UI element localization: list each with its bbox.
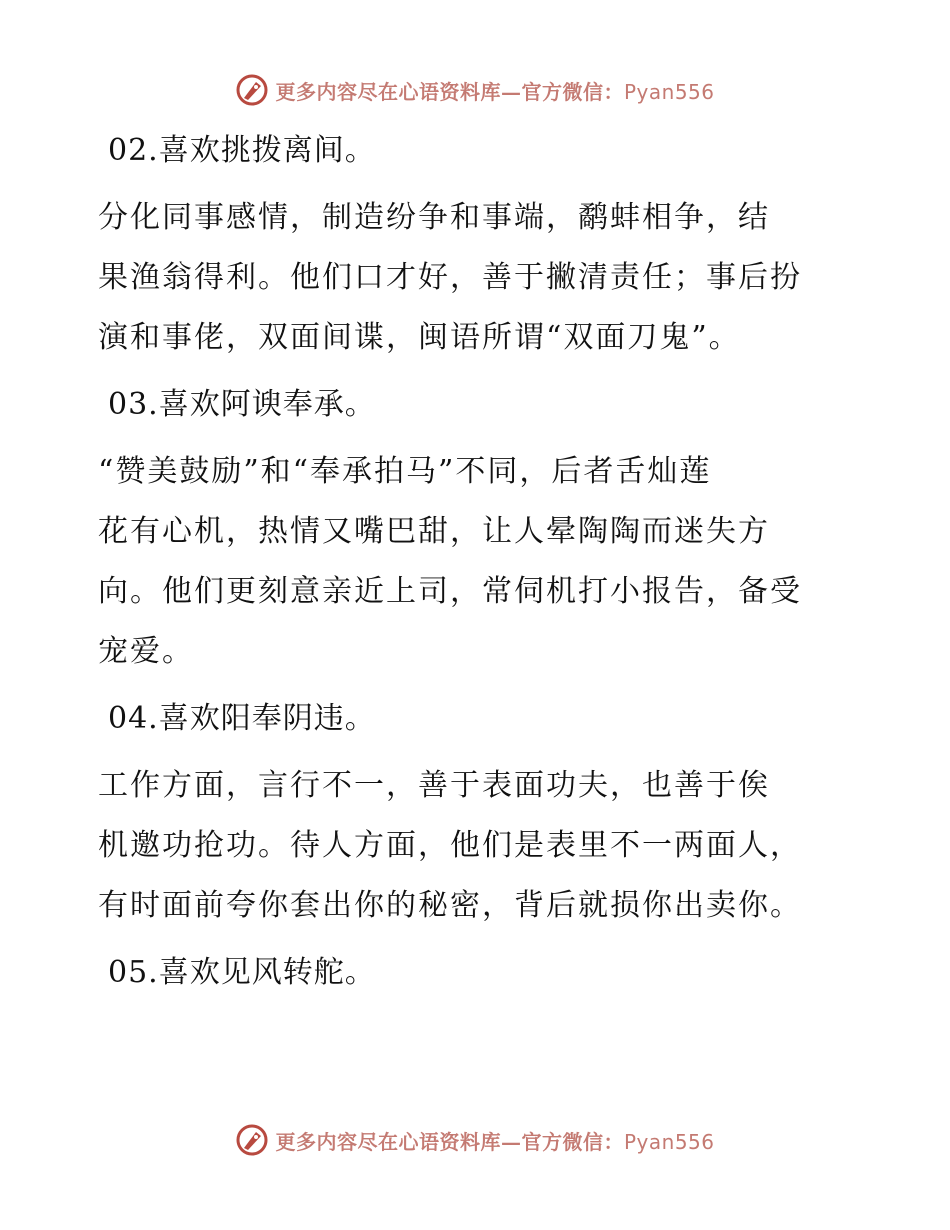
footer-watermark: [0, 1120, 950, 1160]
watermark-site-text: 更多内容尽在心语资料库: [275, 1129, 501, 1154]
paragraph-line: 有时面前夸你套出你的秘密，背后就损你出卖你。: [98, 888, 802, 923]
paragraph-line: 向。他们更刻意亲近上司，常伺机打小报告，备受: [98, 574, 802, 609]
paragraph-line: 分化同事感情，制造纷争和事端，鹬蚌相争，结: [98, 200, 770, 235]
pen-nib-logo-icon: [235, 1123, 269, 1157]
watermark-dash: —: [500, 1129, 522, 1154]
watermark-wechat-id: Pyan556: [623, 79, 715, 104]
section-heading-04: 04.喜欢阳奉阴违。: [108, 701, 376, 736]
paragraph-line: 机邀功抢功。待人方面，他们是表里不一两面人，: [98, 828, 802, 863]
section-heading-03: 03.喜欢阿谀奉承。: [108, 387, 376, 422]
paragraph-line: 演和事佬，双面间谍，闽语所谓“双面刀鬼”。: [98, 320, 741, 355]
section-heading-02: 02.喜欢挑拨离间。: [108, 133, 376, 168]
section-paragraph-03: [98, 442, 858, 682]
watermark-wechat-id: Pyan556: [623, 1129, 715, 1154]
paragraph-line: 宠爱。: [98, 634, 194, 669]
paragraph-line: 工作方面，言行不一，善于表面功夫，也善于俟: [98, 768, 770, 803]
section-heading-05: 05.喜欢见风转舵。: [108, 955, 376, 990]
watermark-dash: —: [500, 79, 522, 104]
watermark-text: [275, 76, 714, 105]
paragraph-line: 花有心机，热情又嘴巴甜，让人晕陶陶而迷失方: [98, 514, 770, 549]
watermark-site-text: 更多内容尽在心语资料库: [275, 79, 501, 104]
pen-nib-logo-icon: [235, 73, 269, 107]
watermark-text: [275, 1126, 714, 1155]
document-body: [98, 122, 858, 1010]
paragraph-line: 果渔翁得利。他们口才好，善于撇清责任；事后扮: [98, 260, 802, 295]
paragraph-line: “赞美鼓励”和“奉承拍马”不同，后者舌灿莲: [98, 454, 712, 489]
section-paragraph-02: [98, 188, 858, 368]
watermark-wechat-label: 官方微信：: [521, 79, 624, 104]
section-paragraph-04: [98, 756, 858, 936]
watermark-wechat-label: 官方微信：: [521, 1129, 624, 1154]
header-watermark: [0, 70, 950, 110]
